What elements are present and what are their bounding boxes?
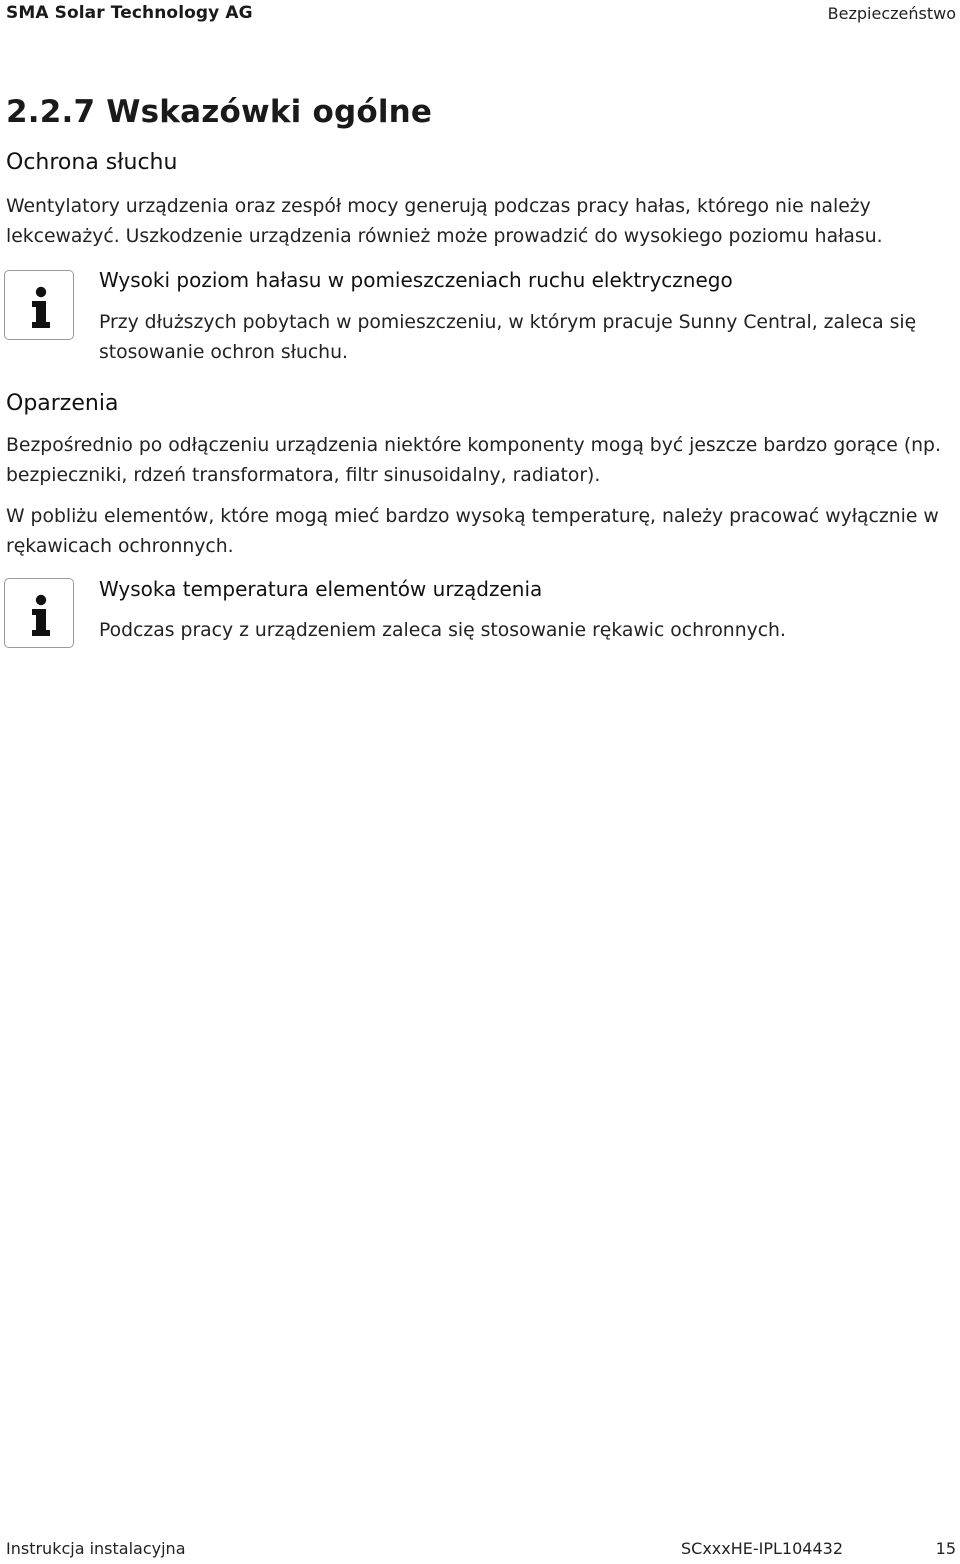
burns-note-title: Wysoka temperatura elementów urządzenia [99, 577, 543, 601]
footer-page-number: 15 [935, 1539, 956, 1558]
hearing-paragraph: Wentylatory urządzenia oraz zespół mocy generują podczas pracy hałas, którego nie należy lekceważyć. Uszkodzenie urządzenia również może prowadzić do wysokiego poziomu hałasu. [6, 196, 883, 247]
header-company: SMA Solar Technology AG [6, 3, 253, 23]
burns-paragraph-2: W pobliżu elementów, które mogą mieć bardzo wysoką temperaturę, należy pracować wyłącznie w rękawicach ochronnych. [6, 506, 939, 557]
hearing-heading: Ochrona słuchu [6, 150, 178, 175]
footer-doc-type: Instrukcja instalacyjna [6, 1539, 186, 1558]
burns-paragraph-1: Bezpośrednio po odłączeniu urządzenia niektóre komponenty mogą być jeszcze bardzo gorące (np. bezpieczniki, rdzeń transformatora, filtr sinusoidalny, radiator). [6, 435, 941, 486]
header-chapter: Bezpieczeństwo [827, 4, 956, 23]
hearing-note-text: Przy dłuższych pobytach w pomieszczeniu, w którym pracuje Sunny Central, zaleca się stosowanie ochron słuchu. [99, 312, 917, 363]
hearing-note-title: Wysoki poziom hałasu w pomieszczeniach ruchu elektrycznego [99, 268, 733, 292]
footer-doc-code: SCxxxHE-IPL104432 [681, 1539, 844, 1558]
page-header [0, 0, 960, 30]
info-icon [4, 578, 74, 648]
burns-note-text: Podczas pracy z urządzeniem zaleca się stosowanie rękawic ochronnych. [99, 620, 786, 641]
section-title: 2.2.7 Wskazówki ogólne [6, 94, 433, 130]
burns-heading: Oparzenia [6, 391, 119, 416]
page-footer [0, 1536, 960, 1564]
info-icon [4, 270, 74, 340]
